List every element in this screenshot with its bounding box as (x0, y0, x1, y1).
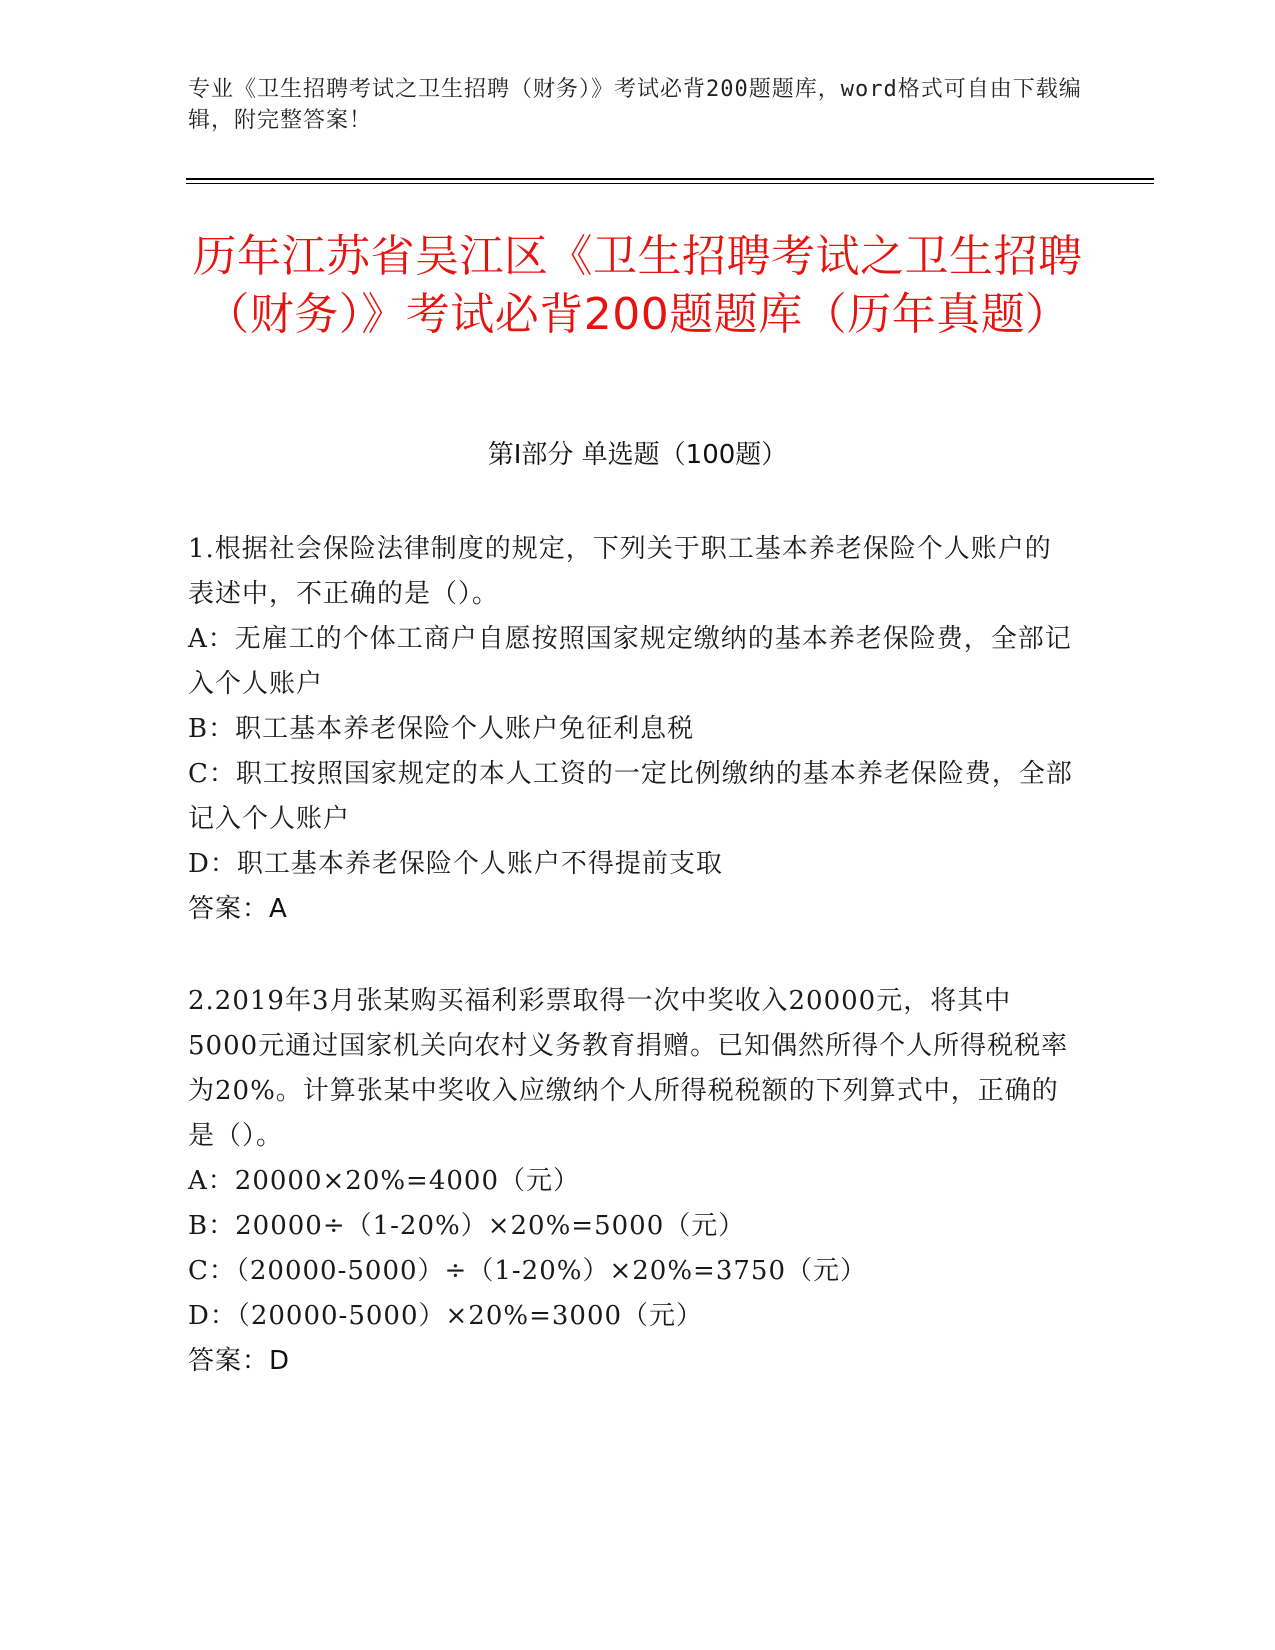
option-d: D：（20000-5000）×20%=3000（元） (188, 1301, 704, 1331)
option-c: C：职工按照国家规定的本人工资的一定比例缴纳的基本养老保险费，全部记入个人账户 (188, 759, 1073, 834)
option-b: B：20000÷（1-20%）×20%=5000（元） (188, 1211, 746, 1241)
answer-label: 答案：A (188, 894, 288, 924)
option-c: C：（20000-5000）÷（1-20%）×20%=3750（元） (188, 1256, 867, 1286)
option-b: B：职工基本养老保险个人账户免征利息税 (188, 714, 695, 744)
section-heading: 第Ⅰ部分 单选题（100题） (487, 440, 788, 470)
option-a: A：无雇工的个体工商户自愿按照国家规定缴纳的基本养老保险费，全部记入个人账户 (188, 624, 1072, 699)
question-2 (188, 979, 1078, 1384)
header-rule-thick (186, 178, 1154, 180)
question-stem: 2.2019年3月张某购买福利彩票取得一次中奖收入20000元，将其中5000元通过国家机关向农村义务教育捐赠。已知偶然所得个人所得税税率为20%。计算张某中奖收入应缴纳个人所得税税额的下列算式中，正确的是（）。 (188, 986, 1069, 1151)
option-a: A：20000×20%=4000（元） (188, 1166, 581, 1196)
question-1 (188, 527, 1078, 932)
header-rule-thin (186, 183, 1154, 184)
header-note: 专业《卫生招聘考试之卫生招聘（财务）》考试必背200题题库，word格式可自由下载编辑，附完整答案！ (188, 77, 1082, 133)
question-stem: 1.根据社会保险法律制度的规定，下列关于职工基本养老保险个人账户的表述中，不正确的是（）。 (188, 534, 1052, 609)
answer-label: 答案：D (188, 1346, 291, 1376)
option-d: D：职工基本养老保险个人账户不得提前支取 (188, 849, 723, 879)
document-title: 历年江苏省吴江区《卫生招聘考试之卫生招聘（财务）》考试必背200题题库（历年真题） (192, 231, 1083, 340)
